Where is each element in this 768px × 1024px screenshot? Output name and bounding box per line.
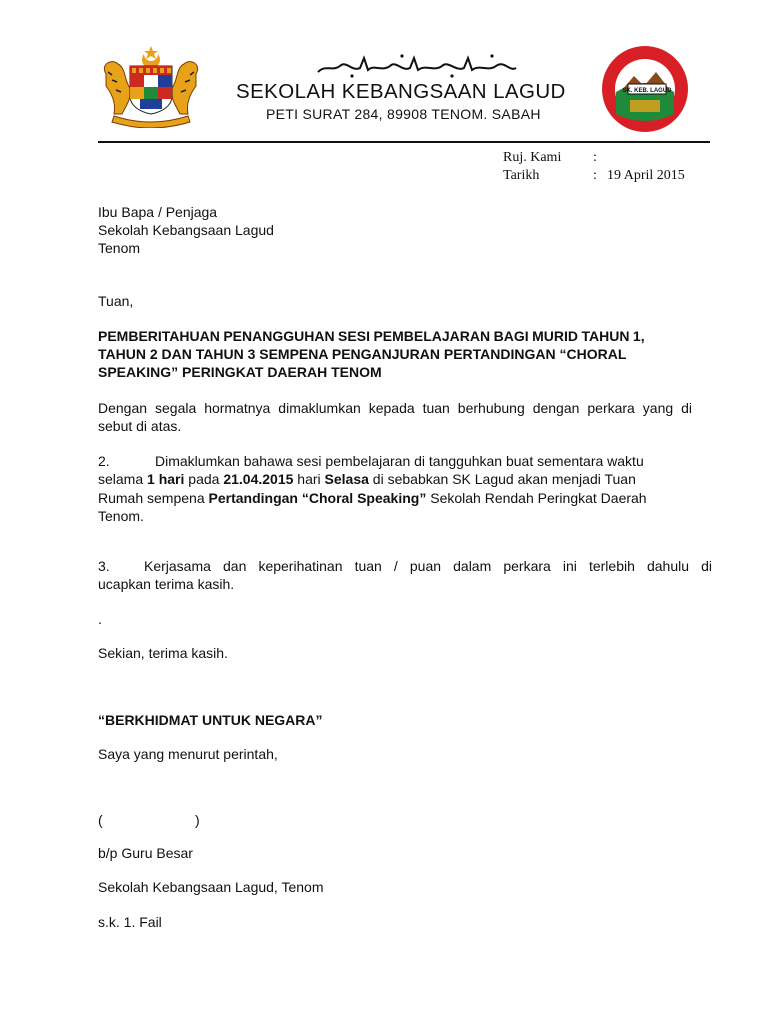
school-name: SEKOLAH KEBANGSAAN LAGUD	[236, 80, 566, 103]
coat-of-arms-icon	[96, 44, 206, 128]
carbon-copy: s.k. 1. Fail	[98, 914, 162, 930]
event-day-text: Selasa	[324, 471, 369, 487]
paragraph-line	[98, 489, 647, 507]
signature-open: (	[98, 812, 103, 828]
paragraph-number: 2.	[98, 453, 110, 469]
header-divider	[98, 141, 710, 143]
school-logo-icon	[600, 44, 690, 134]
date-label: Tarikh	[503, 168, 540, 183]
recipient-line: Tenom	[98, 240, 141, 256]
text-run: di sebabkan SK Lagud akan menjadi Tuan	[368, 471, 636, 487]
text-run: pada	[184, 471, 224, 487]
salutation: Tuan,	[98, 293, 134, 309]
signature-close: )	[195, 812, 200, 828]
paragraph-line	[98, 470, 636, 488]
signatory-title: b/p Guru Besar	[98, 845, 193, 861]
recipient-line: Sekolah Kebangsaan Lagud	[98, 222, 274, 238]
paragraph-line: Dengan segala hormatnya dimaklumkan kepada tuan berhubung dengan perkara yang di	[98, 400, 692, 416]
subject-line: SPEAKING” PERINGKAT DAERAH TENOM	[98, 364, 382, 380]
closing-text: Sekian, terima kasih.	[98, 645, 228, 661]
subject-line: PEMBERITAHUAN PENANGGUHAN SESI PEMBELAJARAN BAGI MURID TAHUN 1,	[98, 328, 645, 344]
text-run: Sekolah Rendah Peringkat Daerah	[426, 490, 647, 506]
school-address: PETI SURAT 284, 89908 TENOM. SABAH	[266, 106, 541, 122]
paragraph-line: sebut di atas.	[98, 418, 182, 434]
ref-label: Ruj. Kami	[503, 150, 562, 165]
school-footer: Sekolah Kebangsaan Lagud, Tenom	[98, 879, 324, 895]
recipient-line: Ibu Bapa / Penjaga	[98, 204, 218, 220]
obedient-text: Saya yang menurut perintah,	[98, 746, 278, 762]
paragraph-line: Kerjasama dan keperihatinan tuan / puan dalam perkara ini terlebih dahulu di	[144, 558, 712, 574]
paragraph-line: Tenom.	[98, 508, 144, 524]
motto: “BERKHIDMAT UNTUK NEGARA”	[98, 712, 323, 728]
paragraph-line: ucapkan terima kasih.	[98, 576, 235, 592]
text-run: hari	[293, 471, 325, 487]
paragraph-line: Dimaklumkan bahawa sesi pembelajaran di tangguhkan buat sementara waktu	[155, 453, 644, 469]
event-date-text: 21.04.2015	[223, 471, 294, 487]
ref-separator: :	[593, 150, 597, 165]
school-logo-text: SK. KEB. LAGUD	[622, 88, 672, 94]
subject-line: TAHUN 2 DAN TAHUN 3 SEMPENA PENGANJURAN PERTANDINGAN “CHORAL	[98, 346, 627, 362]
text-run: Rumah sempena	[98, 490, 209, 506]
text-run: selama	[98, 471, 148, 487]
date-separator: :	[593, 168, 597, 183]
stray-dot: .	[98, 611, 102, 627]
jawi-school-name	[312, 50, 522, 80]
paragraph-number: 3.	[98, 558, 110, 574]
duration-text: 1 hari	[147, 471, 185, 487]
date-value: 19 April 2015	[607, 168, 685, 183]
event-name-text: Pertandingan “Choral Speaking”	[208, 490, 427, 506]
